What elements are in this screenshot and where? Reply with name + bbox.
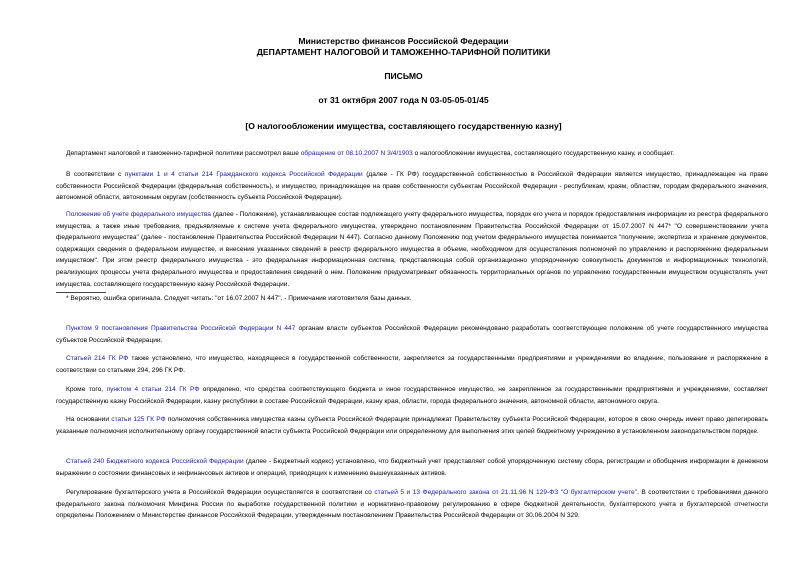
document-link[interactable]: статьи 125 ГК РФ [111, 416, 166, 423]
document-link[interactable]: пунктом 4 статьи 214 ГК РФ [106, 386, 200, 393]
paragraph-text: определено, что средства соответствующего бюджета и иное государственное имущество, не закрепленное за государственными предприятиями и учреждениями, составляет государственную казну Российской Федерации, казну республики в составе Российской Федерации, казну края, области, города федерального значения, автономной области, автономного округа. [56, 386, 768, 405]
document-subject: [О налогообложении имущества, составляющего государственную казну] [245, 121, 562, 131]
paragraph-4 [56, 323, 768, 346]
footnote: * Вероятно, ошибка оригинала. Следует читать: "от 16.07.2007 N 447". - Примечание изготовителя базы данных. [66, 295, 412, 302]
paragraph-text: органам власти субъектов Российской Федерации рекомендовано разработать соответствующее положение об учете государственного имущества субъектов Российской Федерации. [56, 325, 768, 344]
document-link[interactable]: статьей 5 и 13 Федерального закона от 21.11.96 N 129-ФЗ "О бухгалтерском учете" [374, 489, 638, 496]
document-link[interactable]: Статьей 240 Бюджетного кодекса Российской Федерации [66, 458, 244, 465]
document-link[interactable]: Статьей 214 ГК РФ [66, 355, 129, 362]
paragraph-text: (далее - Бюджетный кодекс) установлено, что бюджетный учет представляет собой упорядоченную систему сбора, регистрации и обобщения информации в денежном выражении о состоянии финансовых и нефинансовых активов и операций, приводящих к изменению вышеуказанных активов. [56, 458, 768, 477]
paragraph-2 [56, 169, 768, 204]
ministry-title: Министерство финансов Российской Федерации [298, 36, 509, 46]
paragraph-6 [56, 384, 768, 407]
paragraph-text: Регулирование бухгалтерского учета в Российской Федерации осуществляется в соответствии со [66, 489, 375, 496]
document-link[interactable]: обращение от 08.10.2007 N 3/4/1903 [300, 150, 413, 157]
paragraph-text: В соответствии с [66, 171, 125, 178]
paragraph-7 [56, 414, 768, 437]
paragraph-9 [56, 487, 768, 522]
paragraph-text: (далее - ГК РФ) государственной собственностью в Российской Федерации является имущество, принадлежащее на праве собственности Российской Федерации (федеральная собственность), и имущество, принадлежащее на праве собственности субъектам Российской Федерации - республикам, краям, областям, городам федерального значения, автономной области, автономным округам (собственность субъекта Российской Федерации). [56, 171, 769, 202]
document-type: ПИСЬМО [384, 71, 423, 81]
paragraph-3 [56, 209, 768, 290]
document-link[interactable]: пунктами 1 и 4 статьи 214 Гражданского кодекса Российской Федерации [124, 171, 363, 178]
document-link[interactable]: Положение об учете федерального имущества [66, 211, 211, 218]
paragraph-text: также установлено, что имущество, находящееся в государственной собственности, закрепляется за государственными предприятиями и учреждениями во владение, пользование и распоряжение в соответствии со статьями 294, 296 ГК РФ. [56, 355, 769, 374]
department-title: ДЕПАРТАМЕНТ НАЛОГОВОЙ И ТАМОЖЕННО-ТАРИФНОЙ ПОЛИТИКИ [256, 47, 551, 57]
paragraph-text: Департамент налоговой и таможенно-тарифной политики рассмотрел ваше [66, 150, 301, 157]
document-date-number: от 31 октября 2007 года N 03-05-05-01/45 [318, 95, 489, 105]
paragraph-1 [56, 148, 768, 160]
paragraph-text: о налогообложении имущества, составляющего государственную казну, и сообщает. [412, 150, 675, 157]
paragraph-text: На основании [66, 416, 112, 423]
paragraph-text: . В соответствии с требованиями данного федерального закона полномочия Минфина России по выработке государственной политики и нормативно-правовому регулированию в сфере бюджетной деятельности, бухгалтерского учета и бухгалтерской отчетности определены Положением о Министерстве финансов Российской Федерации, утвержденным постановлением Правительства Российской Федерации от 30.06.2004 N 329. [56, 489, 769, 520]
paragraph-5 [56, 353, 768, 376]
paragraph-text: полномочия собственника имущества казны субъекта Российской Федерации принадлежат Правительству субъекта Российской Федерации, которое в свою очередь имеет право делегировать указанные полномочия исполнительному органу государственной власти субъекта Российской Федерации или определенному для выполнения этих целей бюджетному учреждению в установленном законодательством порядке. [56, 416, 768, 435]
paragraph-8 [56, 456, 768, 479]
paragraph-text: Кроме того, [66, 386, 107, 393]
paragraph-text: (далее - Положение), устанавливающее состав подлежащего учету федерального имущества, порядок его учета и порядок предоставления информации из реестра федерального имущества, а также иные требования, предъявляемые к системе учета федерального имущества, утверждено постановлением Правительства Российской Федерации от 15.07.2007 N 447* "О совершенствовании учета федерального имущества" (далее - постановление Правительства Российской Федерации N 447). Согласно данному Положению под учетом федерального имущества понимается "получение, экспертиза и хранение документов, содержащих сведения о федеральном имуществе, и внесение указанных сведений в реестр федерального имущества в объеме, необходимом для осуществления полномочий по управлению и распоряжению федеральным имуществом". При этом реестр федерального имущества - это федеральная информационная система, представляющая собой организационно упорядоченную совокупность документов и информационных технологий, реализующих процессы учета федерального имущества и предоставления сведений о нем. Положение предусматривает обязанность территориальных органов по управлению государственным имуществом осуществлять учет имущества, составляющего государственную казну Российской Федерации. [56, 211, 768, 288]
document-link[interactable]: Пунктом 9 постановления Правительства Российской Федерации N 447 [66, 325, 296, 332]
